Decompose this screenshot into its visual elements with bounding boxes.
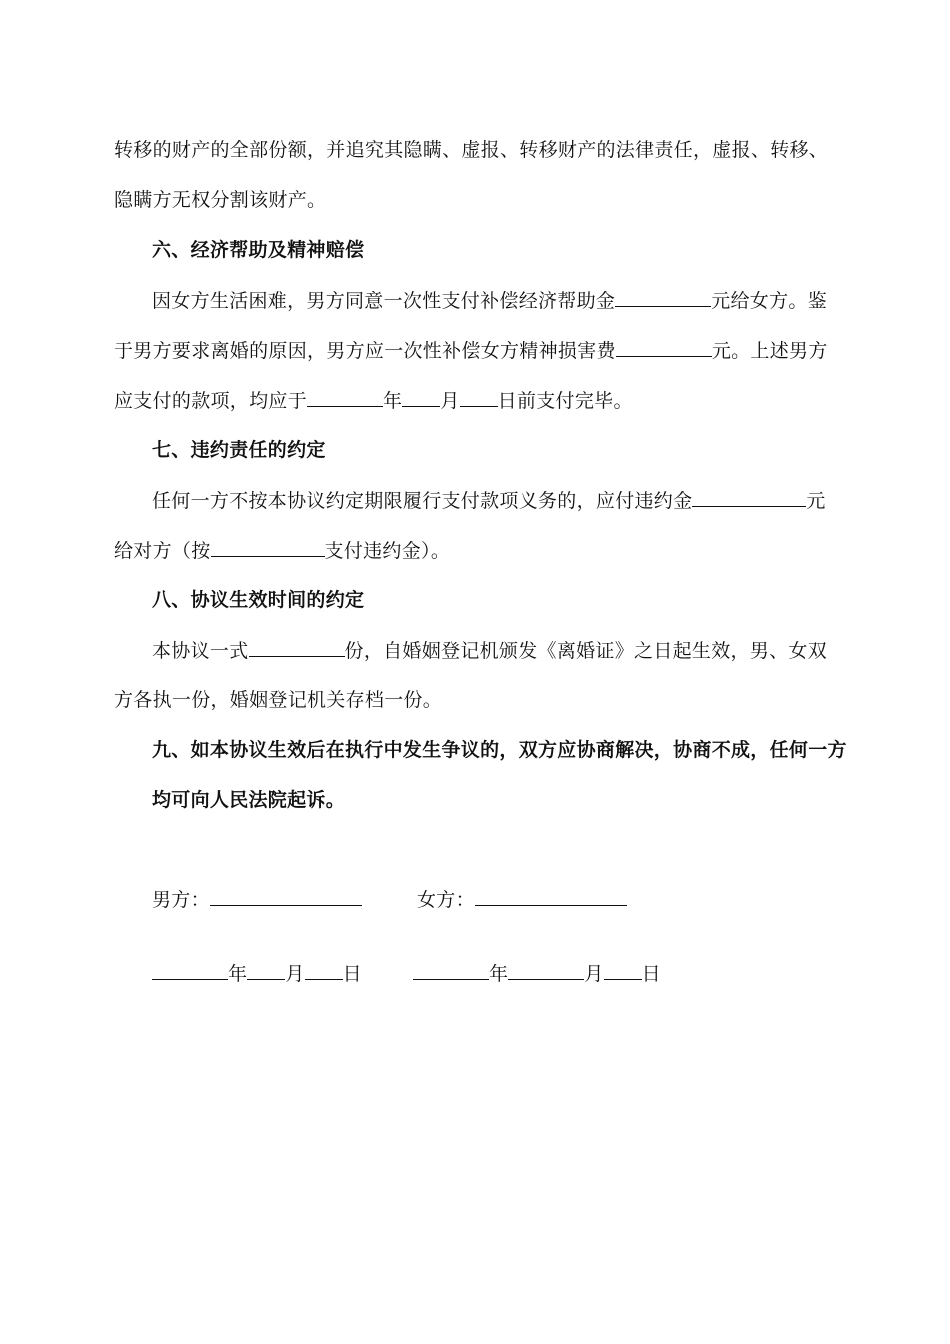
section-6-month-label: 月 [440,390,460,412]
section-9-text-1: 九、如本协议生效后在执行中发生争议的，双方应协商解决，协商不成，任何一方 [152,739,847,761]
female-date-year-label: 年 [489,963,509,985]
blank-economic-aid-amount[interactable] [615,288,711,307]
male-date-month-blank[interactable] [247,961,285,980]
female-date-year-blank[interactable] [413,961,489,980]
section-9-line-1 [152,738,847,762]
female-date-day-blank[interactable] [604,961,642,980]
female-date-day-label: 日 [641,963,661,985]
section-8-line-2 [114,688,442,712]
male-date-day-label: 日 [342,963,362,985]
section-7-heading [152,438,326,462]
section-8-heading [152,588,364,612]
section-6-text-2b: 元。上述男方 [711,340,828,362]
blank-payment-year[interactable] [307,388,383,407]
female-date-row [413,961,661,986]
male-signature-line[interactable] [210,887,362,906]
section-7-text-1a: 任何一方不按本协议约定期限履行支付款项义务的，应付违约金 [152,490,693,512]
section-6-line-2 [114,338,828,363]
blank-penalty-basis[interactable] [211,538,325,557]
male-signature-label: 男方： [152,889,210,911]
section-6-day-text: 日前支付完毕。 [497,390,633,412]
section-7-heading-text: 七、违约责任的约定 [152,439,326,461]
section-8-heading-text: 八、协议生效时间的约定 [152,589,365,611]
section-6-heading-text: 六、经济帮助及精神赔偿 [152,239,365,261]
section-9-text-2: 均可向人民法院起诉。 [152,789,346,811]
section-6-text-1a: 因女方生活困难，男方同意一次性支付补偿经济帮助金 [152,290,616,312]
continuation-line-1 [114,138,828,162]
male-date-month-label: 月 [285,963,305,985]
male-date-year-blank[interactable] [152,961,228,980]
section-6-line-1 [152,288,827,313]
male-signature-row [152,887,362,912]
section-6-text-1b: 元给女方。鉴 [711,290,828,312]
blank-mental-damage-amount[interactable] [616,338,712,357]
section-6-text-2a: 于男方要求离婚的原因，男方应一次性补偿女方精神损害费 [114,340,616,362]
continuation-text-1: 转移的财产的全部份额，并追究其隐瞒、虚报、转移财产的法律责任，虚报、转移、 [114,139,829,161]
section-6-heading [152,238,364,262]
blank-copies-count[interactable] [249,638,345,657]
female-signature-label: 女方： [417,889,475,911]
section-8-text-1b: 份，自婚姻登记机颁发《离婚证》之日起生效，男、女双 [344,640,828,662]
blank-payment-day[interactable] [460,388,498,407]
continuation-text-2: 隐瞒方无权分割该财产。 [114,189,327,211]
female-signature-row [417,887,627,912]
male-date-day-blank[interactable] [305,961,343,980]
section-7-text-2a: 给对方（按 [114,540,211,562]
male-date-row [152,961,362,986]
section-7-text-1b: 元 [806,490,826,512]
blank-payment-month[interactable] [402,388,440,407]
section-8-text-2: 方各执一份，婚姻登记机关存档一份。 [114,689,443,711]
female-date-month-label: 月 [584,963,604,985]
section-7-text-2b: 支付违约金）。 [324,540,451,562]
section-8-line-1 [152,638,827,663]
female-signature-line[interactable] [475,887,627,906]
section-7-line-1 [152,488,826,513]
section-6-line-3 [114,388,633,413]
section-6-text-3a: 应支付的款项，均应于 [114,390,308,412]
blank-penalty-amount[interactable] [692,488,806,507]
section-8-text-1a: 本协议一式 [152,640,249,662]
continuation-line-2 [114,188,326,212]
male-date-year-label: 年 [228,963,248,985]
section-6-year-label: 年 [383,390,403,412]
section-9-line-2 [152,788,345,812]
section-7-line-2 [114,538,450,563]
female-date-month-blank[interactable] [508,961,584,980]
